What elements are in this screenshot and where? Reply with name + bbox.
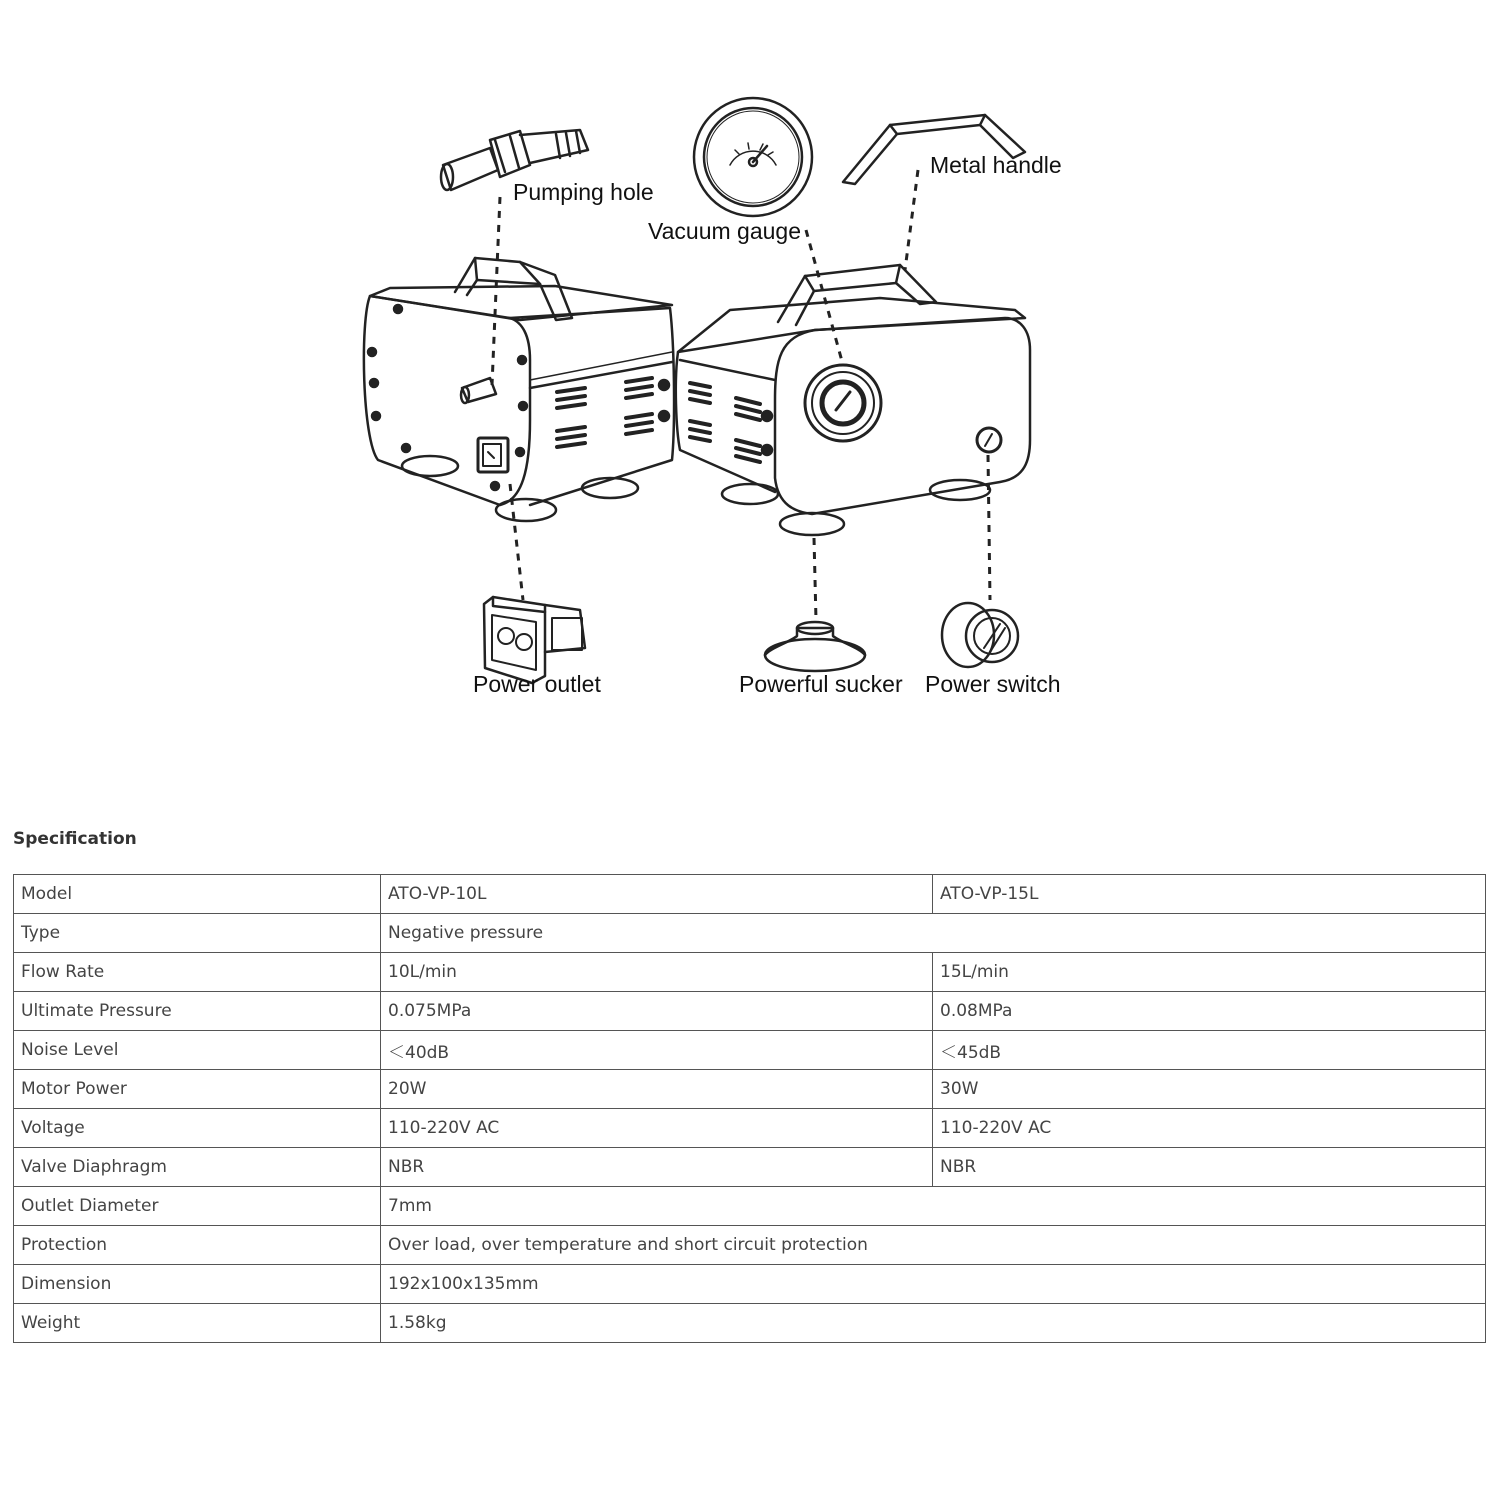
table-row [14,1109,1486,1148]
cell-value: Negative pressure [381,914,1486,953]
table-row [14,1187,1486,1226]
power-switch-icon [942,603,1018,667]
row-label: Valve Diaphragm [14,1148,381,1187]
table-row [14,1031,1486,1070]
vacuum-gauge-icon [694,98,812,216]
table-row [14,992,1486,1031]
cell-value: Over load, over temperature and short circuit protection [381,1226,1486,1265]
cell-value: 1.58kg [381,1304,1486,1343]
cell-value: 110-220V AC [381,1109,933,1148]
row-label: Outlet Diameter [14,1187,381,1226]
row-label: Type [14,914,381,953]
powerful-sucker-icon [765,622,865,671]
row-label: Noise Level [14,1031,381,1070]
label-power-switch: Power switch [925,671,1061,697]
row-label: Protection [14,1226,381,1265]
row-label: Flow Rate [14,953,381,992]
row-label: Model [14,875,381,914]
specification-table [13,874,1486,1343]
row-label: Voltage [14,1109,381,1148]
cell-value: 20W [381,1070,933,1109]
cell-value: 15L/min [933,953,1486,992]
label-metal-handle: Metal handle [930,152,1062,178]
cell-value: ATO-VP-10L [381,875,933,914]
label-pumping-hole: Pumping hole [513,179,654,205]
table-row [14,914,1486,953]
row-label: Weight [14,1304,381,1343]
cell-value: 10L/min [381,953,933,992]
cell-value: NBR [381,1148,933,1187]
cell-value: 30W [933,1070,1486,1109]
cell-value: ＜40dB [381,1031,933,1070]
row-label: Motor Power [14,1070,381,1109]
cell-value: 110-220V AC [933,1109,1486,1148]
cell-value: 0.08MPa [933,992,1486,1031]
table-row [14,875,1486,914]
row-label: Ultimate Pressure [14,992,381,1031]
label-power-outlet: Power outlet [473,671,601,697]
right-pump-unit [676,265,1030,535]
table-row [14,1226,1486,1265]
label-powerful-sucker: Powerful sucker [739,671,903,697]
table-row [14,1070,1486,1109]
table-row [14,1304,1486,1343]
table-row [14,1148,1486,1187]
row-label: Dimension [14,1265,381,1304]
cell-value: 192x100x135mm [381,1265,1486,1304]
cell-value: ATO-VP-15L [933,875,1486,914]
table-row [14,1265,1486,1304]
cell-value: ＜45dB [933,1031,1486,1070]
left-pump-unit [364,258,674,521]
cell-value: NBR [933,1148,1486,1187]
label-vacuum-gauge: Vacuum gauge [648,218,802,244]
cell-value: 0.075MPa [381,992,933,1031]
table-row [14,953,1486,992]
specification-heading: Specification [13,829,137,849]
cell-value: 7mm [381,1187,1486,1226]
